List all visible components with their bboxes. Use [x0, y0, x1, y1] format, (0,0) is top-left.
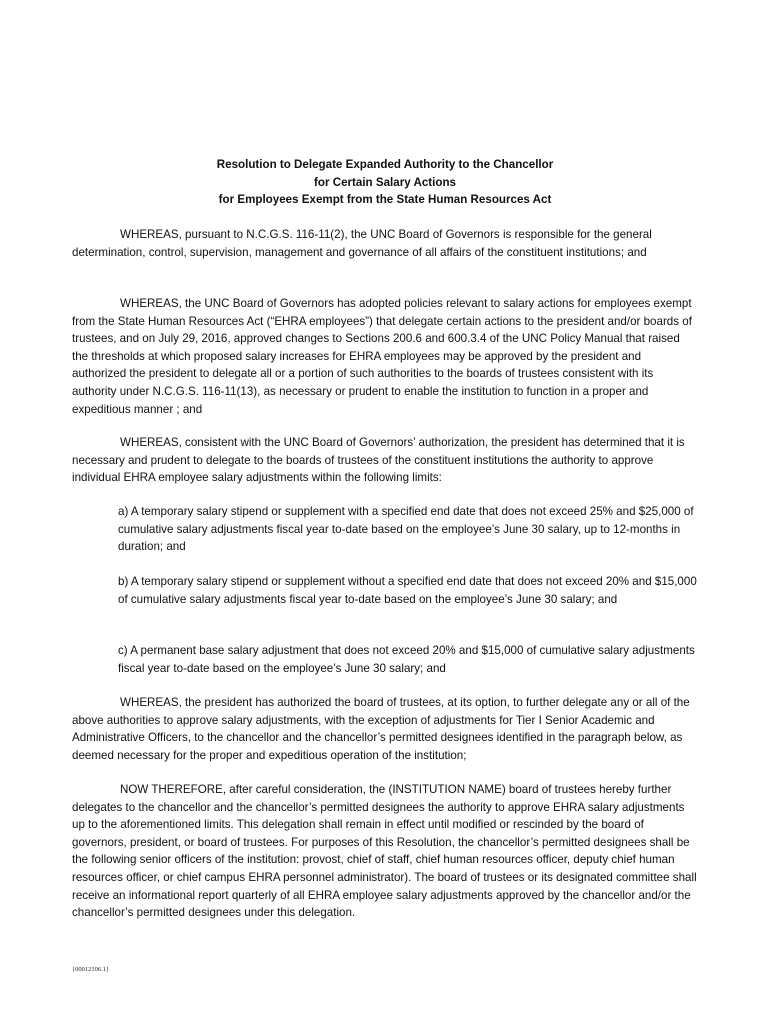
- limit-item-b: b) A temporary salary stipend or supplement without a specified end date that does not exceed 20% and $15,000 of cumulative salary adjustments fiscal year to-date based on the employee’s June 30 salary; and: [118, 575, 697, 606]
- limit-item-a: a) A temporary salary stipend or supplement with a specified end date that does not exceed 25% and $25,000 of cumulative salary adjustments fiscal year to-date based on the employee’s June 30 salary, up to 12-months in duration; and: [118, 505, 694, 554]
- whereas-paragraph-4: WHEREAS, the president has authorized the board of trustees, at its option, to further delegate any or all of the above authorities to approve salary adjustments, with the exception of adjustments for Tier I Senior Academic and Administrative Officers, to the chancellor and the chancellor’s permitted designees identified in the paragraph below, as deemed necessary for the proper and expeditious operation of the institution;: [72, 696, 690, 762]
- whereas-paragraph-3: WHEREAS, consistent with the UNC Board of Governors’ authorization, the president has determined that it is necessary and prudent to delegate to the boards of trustees of the constituent institutions the authority to approve individual EHRA employee salary adjustments within the following limits:: [72, 436, 685, 485]
- document-title: [72, 156, 698, 209]
- whereas-paragraph-1: WHEREAS, pursuant to N.C.G.S. 116-11(2), the UNC Board of Governors is responsible for the general determination, control, supervision, management and governance of all affairs of the constituent institutions; and: [72, 228, 652, 259]
- whereas-paragraph-2: WHEREAS, the UNC Board of Governors has adopted policies relevant to salary actions for employees exempt from the State Human Resources Act (“EHRA employees”) that delegate certain actions to the president and/or boards of trustees, and on July 29, 2016, approved changes to Sections 200.6 and 600.3.4 of the UNC Policy Manual that raised the thresholds at which proposed salary increases for EHRA employees may be approved by the president and authorized the president to delegate all or a portion of such authorities to the boards of trustees consistent with its authority under N.C.G.S. 116-11(13), as necessary or prudent to enable the institution to function in a proper and expeditious manner ; and: [72, 297, 692, 416]
- title-line-3: for Employees Exempt from the State Human Resources Act: [218, 193, 552, 207]
- now-therefore-paragraph: NOW THEREFORE, after careful consideration, the (INSTITUTION NAME) board of trustees hereby further delegates to the chancellor and the chancellor’s permitted designees the authority to approve EHRA salary adjustments up to the aforementioned limits. This delegation shall remain in effect until modified or rescinded by the board of governors, president, or board of trustees. For purposes of this Resolution, the chancellor’s permitted designees shall be the following senior officers of the institution: provost, chief of staff, chief human resources officer, deputy chief human resources officer, or chief campus EHRA personnel administrator). The board of trustees or its designated committee shall receive an informational report quarterly of all EHRA employee salary adjustments approved by the chancellor and/or the chancellor’s permitted designees under this delegation.: [72, 783, 697, 920]
- limit-item-c: c) A permanent base salary adjustment that does not exceed 20% and $15,000 of cumulative salary adjustments fiscal year to-date based on the employee’s June 30 salary; and: [118, 644, 695, 675]
- title-line-2: for Certain Salary Actions: [314, 175, 456, 189]
- title-line-1: Resolution to Delegate Expanded Authority to the Chancellor: [216, 158, 554, 171]
- document-id-footer: {00012106.1}: [72, 966, 110, 973]
